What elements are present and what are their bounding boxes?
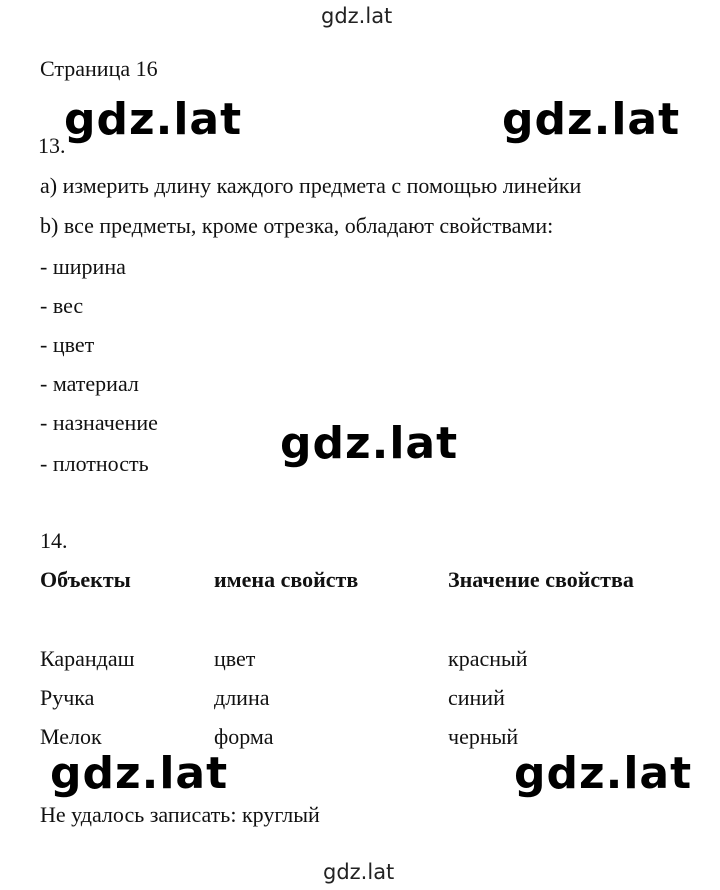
watermark-large: gdz.lat <box>280 418 459 469</box>
watermark-top: gdz.lat <box>321 4 393 28</box>
table-cell-property-name: форма <box>214 724 274 749</box>
property-list-item: - ширина <box>40 254 126 279</box>
property-list-item: - цвет <box>40 332 95 357</box>
task-13-answer-a: a) измерить длину каждого предмета с помощью линейки <box>40 173 582 198</box>
watermark-large: gdz.lat <box>514 748 693 799</box>
table-cell-object: Мелок <box>40 724 102 749</box>
table-cell-property-value: синий <box>448 685 505 710</box>
property-list-item: - материал <box>40 371 139 396</box>
table-header-property-names: имена свойств <box>214 567 359 592</box>
task-14-note: Не удалось записать: круглый <box>40 802 320 827</box>
table-cell-property-value: черный <box>448 724 519 749</box>
table-header-property-values: Значение свойства <box>448 567 634 592</box>
table-cell-property-name: длина <box>214 685 270 710</box>
table-cell-object: Карандаш <box>40 646 135 671</box>
task-13-number: 13. <box>38 133 66 158</box>
task-14-number: 14. <box>40 528 68 553</box>
watermark-large: gdz.lat <box>50 748 229 799</box>
table-header-objects: Объекты <box>40 567 131 592</box>
watermark-bottom: gdz.lat <box>323 860 395 884</box>
watermark-large: gdz.lat <box>64 94 243 145</box>
table-cell-property-name: цвет <box>214 646 256 671</box>
task-13-answer-b: b) все предметы, кроме отрезка, обладают свойствами: <box>40 213 554 238</box>
page-label: Страница 16 <box>40 56 158 81</box>
property-list-item: - назначение <box>40 410 158 435</box>
table-cell-property-value: красный <box>448 646 528 671</box>
property-list-item: - плотность <box>40 451 149 476</box>
property-list-item: - вес <box>40 293 84 318</box>
table-cell-object: Ручка <box>40 685 95 710</box>
watermark-large: gdz.lat <box>502 94 681 145</box>
